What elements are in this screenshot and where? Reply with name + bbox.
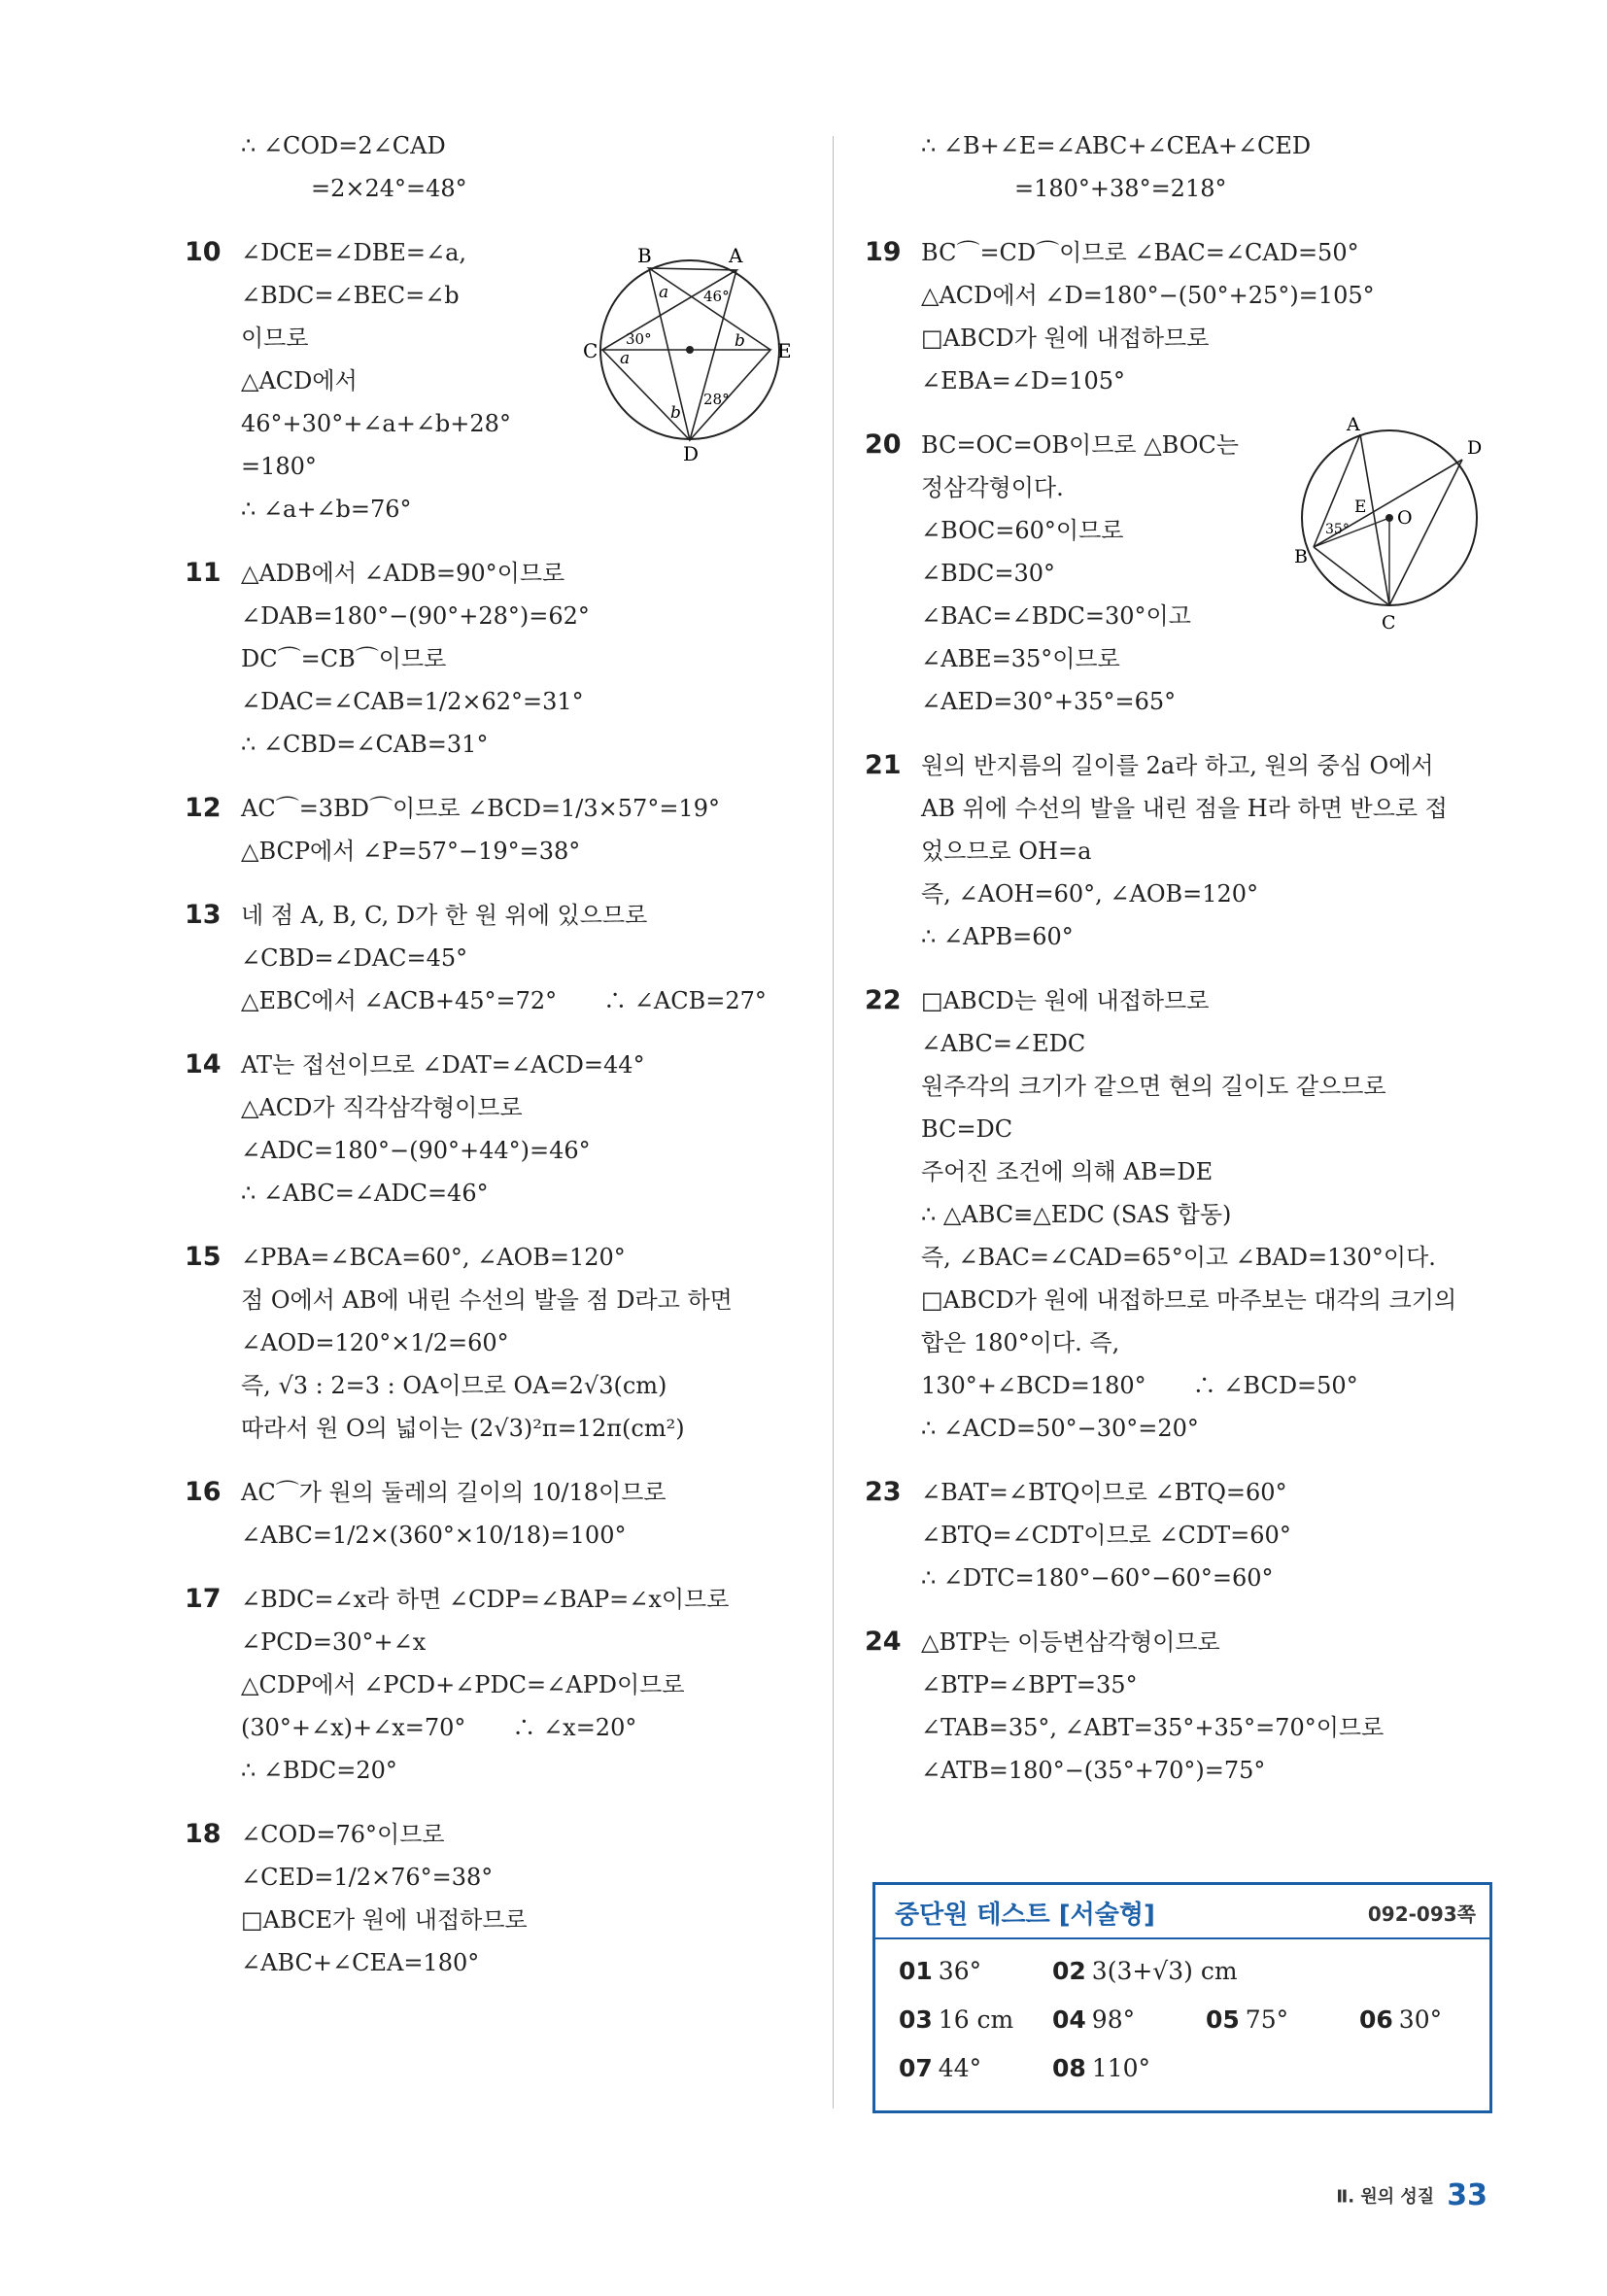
solution-11 bbox=[185, 552, 806, 766]
line: ∠ATB=180°−(35°+70°)=75° bbox=[921, 1757, 1266, 1784]
line: ∠AOD=120°×1/2=60° bbox=[241, 1329, 509, 1356]
line: ∠DAB=180°−(90°+28°)=62° bbox=[241, 602, 590, 630]
line: ∠ABC+∠CEA=180° bbox=[241, 1949, 480, 1976]
line: ∴ △ABC≡△EDC (SAS 합동) bbox=[921, 1201, 1232, 1228]
line: 점 O에서 AB에 내린 수선의 발을 점 D라고 하면 bbox=[241, 1286, 733, 1314]
chord-cd bbox=[602, 350, 690, 440]
line: BC=DC bbox=[921, 1115, 1013, 1143]
label-a: A bbox=[729, 244, 743, 267]
label-c: C bbox=[583, 339, 598, 362]
answer-number: 08 bbox=[1052, 2054, 1086, 2082]
line: =180°+38°=218° bbox=[921, 175, 1227, 202]
center-dot bbox=[686, 346, 694, 354]
problem-number: 23 bbox=[865, 1477, 902, 1507]
line: ∠TAB=35°, ∠ABT=35°+35°=70°이므로 bbox=[921, 1714, 1385, 1741]
problem-number: 12 bbox=[185, 793, 222, 823]
line: ∠CED=1/2×76°=38° bbox=[241, 1864, 494, 1891]
line: 합은 180°이다. 즉, bbox=[921, 1329, 1120, 1356]
line: △EBC에서 ∠ACB+45°=72° ∴ ∠ACB=27° bbox=[241, 987, 767, 1014]
line: 원의 반지름의 길이를 2a라 하고, 원의 중심 O에서 bbox=[921, 752, 1434, 779]
solution-19 bbox=[865, 231, 1506, 402]
line: 네 점 A, B, C, D가 한 원 위에 있으므로 bbox=[241, 902, 648, 929]
answer-number: 06 bbox=[1359, 2005, 1393, 2034]
line: 즉, √3 : 2=3 : OA이므로 OA=2√3(cm) bbox=[241, 1372, 667, 1399]
solution-17 bbox=[185, 1578, 806, 1792]
line: ∠EBA=∠D=105° bbox=[921, 367, 1125, 394]
angle-30: 30° bbox=[626, 330, 652, 348]
answer-value: 110° bbox=[1091, 2054, 1151, 2082]
solution-23 bbox=[865, 1471, 1506, 1599]
center-dot bbox=[1385, 514, 1393, 522]
angle-a-left: a bbox=[620, 349, 631, 368]
line: ∠PCD=30°+∠x bbox=[241, 1628, 427, 1656]
page-footer bbox=[1336, 2178, 1487, 2212]
line: (30°+∠x)+∠x=70° ∴ ∠x=20° bbox=[241, 1714, 637, 1741]
answer-08 bbox=[1052, 2054, 1150, 2082]
problem-number: 20 bbox=[865, 429, 902, 460]
solution-14 bbox=[185, 1044, 806, 1215]
angle-35: 35° bbox=[1325, 522, 1350, 537]
line: ∠AED=30°+35°=65° bbox=[921, 688, 1177, 715]
line: ∴ ∠DTC=180°−60°−60°=60° bbox=[921, 1564, 1274, 1592]
label-d: D bbox=[1467, 437, 1483, 459]
page-number: 33 bbox=[1447, 2178, 1487, 2212]
label-d: D bbox=[683, 442, 700, 465]
line: 즉, ∠BAC=∠CAD=65°이고 ∠BAD=130°이다. bbox=[921, 1244, 1436, 1271]
solution-21 bbox=[865, 744, 1506, 958]
line: □ABCD가 원에 내접하므로 마주보는 대각의 크기의 bbox=[921, 1286, 1457, 1314]
answer-04 bbox=[1052, 2005, 1135, 2034]
problem-number: 13 bbox=[185, 900, 222, 930]
answer-05 bbox=[1206, 2005, 1288, 2034]
solution-15 bbox=[185, 1236, 806, 1450]
line: ∴ ∠APB=60° bbox=[921, 923, 1074, 950]
problem-number: 21 bbox=[865, 750, 902, 780]
label-e: E bbox=[1354, 497, 1367, 517]
answer-number: 01 bbox=[899, 1957, 933, 1985]
line: AB 위에 수선의 발을 내린 점을 H라 하면 반으로 접 bbox=[921, 795, 1448, 822]
column-divider bbox=[833, 136, 834, 2108]
answer-03 bbox=[899, 2005, 1013, 2034]
line: ∴ ∠ACD=50°−30°=20° bbox=[921, 1415, 1199, 1442]
line: ∠ABC=1/2×(360°×10/18)=100° bbox=[241, 1522, 627, 1549]
line: 46°+30°+∠a+∠b+28° bbox=[241, 410, 511, 437]
line: △CDP에서 ∠PCD+∠PDC=∠APD이므로 bbox=[241, 1671, 685, 1698]
problem-number: 22 bbox=[865, 985, 902, 1015]
line: 주어진 조건에 의해 AB=DE bbox=[921, 1158, 1214, 1185]
answer-value: 98° bbox=[1091, 2005, 1136, 2034]
solution-16 bbox=[185, 1471, 806, 1557]
problem-number: 16 bbox=[185, 1477, 222, 1507]
angle-28: 28° bbox=[703, 391, 730, 408]
solution-18 bbox=[185, 1813, 806, 1984]
answer-07 bbox=[899, 2054, 981, 2082]
line: ∠ABE=35°이므로 bbox=[921, 645, 1120, 672]
line: □ABCD가 원에 내접하므로 bbox=[921, 325, 1210, 352]
problem-number: 14 bbox=[185, 1049, 222, 1079]
line: 즉, ∠AOH=60°, ∠AOB=120° bbox=[921, 880, 1259, 908]
answer-value: 75° bbox=[1245, 2005, 1289, 2034]
line: 이므로 bbox=[241, 325, 309, 352]
answer-01 bbox=[899, 1957, 981, 1985]
label-c: C bbox=[1382, 612, 1396, 634]
line: ∠ADC=180°−(90°+44°)=46° bbox=[241, 1137, 591, 1164]
figure-20-circle-diagram bbox=[1292, 413, 1487, 636]
solution-24 bbox=[865, 1621, 1506, 1792]
solution-18-cont bbox=[865, 124, 1506, 210]
line: 130°+∠BCD=180° ∴ ∠BCD=50° bbox=[921, 1372, 1358, 1399]
right-column bbox=[865, 124, 1506, 1813]
problem-number: 18 bbox=[185, 1819, 222, 1849]
line: 었으므로 OH=a bbox=[921, 838, 1092, 865]
line: △ACD에서 ∠D=180°−(50°+25°)=105° bbox=[921, 282, 1375, 309]
angle-b-bottom: b bbox=[670, 403, 681, 423]
problem-number: 17 bbox=[185, 1584, 222, 1614]
line: ∠BAC=∠BDC=30°이고 bbox=[921, 602, 1191, 630]
line: ∠BOC=60°이므로 bbox=[921, 517, 1124, 544]
line: AC⌒=3BD⌒이므로 ∠BCD=1/3×57°=19° bbox=[241, 795, 720, 822]
line: DC⌒=CB⌒이므로 bbox=[241, 645, 447, 672]
label-b: B bbox=[1294, 546, 1308, 567]
answer-02 bbox=[1052, 1957, 1238, 1985]
line: △BTP는 이등변삼각형이므로 bbox=[921, 1628, 1220, 1656]
line: ∴ ∠a+∠b=76° bbox=[241, 496, 412, 523]
answer-number: 07 bbox=[899, 2054, 933, 2082]
line: ∠BDC=∠x라 하면 ∠CDP=∠BAP=∠x이므로 bbox=[241, 1586, 730, 1613]
answer-value: 30° bbox=[1398, 2005, 1443, 2034]
line: AC⌒가 원의 둘레의 길이의 10/18이므로 bbox=[241, 1479, 667, 1506]
solution-12 bbox=[185, 787, 806, 873]
section-title: Ⅱ. 원의 성질 bbox=[1336, 2186, 1435, 2208]
figure-10-circle-diagram bbox=[581, 241, 804, 466]
solution-22 bbox=[865, 979, 1506, 1450]
line: ∠BDC=∠BEC=∠b bbox=[241, 282, 460, 309]
line: BC⌒=CD⌒이므로 ∠BAC=∠CAD=50° bbox=[921, 239, 1359, 266]
angle-b-right: b bbox=[735, 331, 745, 351]
line: △ADB에서 ∠ADB=90°이므로 bbox=[241, 560, 565, 587]
answer-number: 04 bbox=[1052, 2005, 1086, 2034]
label-b: B bbox=[637, 244, 652, 267]
label-e: E bbox=[777, 339, 792, 362]
line: ∠BTP=∠BPT=35° bbox=[921, 1671, 1138, 1698]
line: □ABCE가 원에 내접하므로 bbox=[241, 1906, 528, 1934]
angle-46: 46° bbox=[703, 288, 730, 305]
line: ∠BTQ=∠CDT이므로 ∠CDT=60° bbox=[921, 1522, 1291, 1549]
line: ∠PBA=∠BCA=60°, ∠AOB=120° bbox=[241, 1244, 626, 1271]
line: ∴ ∠B+∠E=∠ABC+∠CEA+∠CED bbox=[921, 132, 1312, 159]
line: ∠BDC=30° bbox=[921, 560, 1055, 587]
line: □ABCD는 원에 내접하므로 bbox=[921, 987, 1210, 1014]
line: =2×24°=48° bbox=[241, 175, 467, 202]
line: AT는 접선이므로 ∠DAT=∠ACD=44° bbox=[241, 1051, 645, 1079]
solution-13 bbox=[185, 894, 806, 1022]
line: ∠DAC=∠CAB=1/2×62°=31° bbox=[241, 688, 584, 715]
answer-value: 44° bbox=[938, 2054, 982, 2082]
answer-06 bbox=[1359, 2005, 1442, 2034]
line: ∴ ∠CBD=∠CAB=31° bbox=[241, 731, 489, 758]
answer-number: 05 bbox=[1206, 2005, 1240, 2034]
line: 따라서 원 O의 넓이는 (2√3)²π=12π(cm²) bbox=[241, 1415, 685, 1442]
line: ∠ABC=∠EDC bbox=[921, 1030, 1086, 1057]
label-a: A bbox=[1347, 414, 1360, 435]
answer-box-pages: 092-093쪽 bbox=[1367, 1902, 1476, 1926]
answer-value: 3(3+√3) cm bbox=[1091, 1957, 1238, 1985]
line: =180° bbox=[241, 453, 317, 480]
line: ∠COD=76°이므로 bbox=[241, 1821, 445, 1848]
answer-box-header bbox=[875, 1885, 1489, 1939]
problem-number: 11 bbox=[185, 558, 222, 588]
problem-number: 15 bbox=[185, 1242, 222, 1272]
line: ∠BAT=∠BTQ이므로 ∠BTQ=60° bbox=[921, 1479, 1287, 1506]
answer-box-title: 중단원 테스트 [서술형] bbox=[895, 1901, 1155, 1930]
problem-number: 19 bbox=[865, 237, 902, 267]
answer-value: 36° bbox=[938, 1957, 982, 1985]
line: ∴ ∠COD=2∠CAD bbox=[241, 132, 446, 159]
line: ∴ ∠BDC=20° bbox=[241, 1757, 397, 1784]
line: 정삼각형이다. bbox=[921, 474, 1064, 501]
line: △BCP에서 ∠P=57°−19°=38° bbox=[241, 838, 581, 865]
label-o: O bbox=[1397, 507, 1413, 529]
line: ∠DCE=∠DBE=∠a, bbox=[241, 239, 467, 266]
answer-box bbox=[872, 1882, 1492, 2113]
problem-number: 24 bbox=[865, 1627, 902, 1657]
line: 원주각의 크기가 같으면 현의 길이도 같으므로 bbox=[921, 1073, 1386, 1100]
answer-number: 02 bbox=[1052, 1957, 1086, 1985]
line: △ACD가 직각삼각형이므로 bbox=[241, 1094, 523, 1121]
line: ∴ ∠ABC=∠ADC=46° bbox=[241, 1180, 489, 1207]
line: △ACD에서 bbox=[241, 367, 358, 394]
answer-value: 16 cm bbox=[938, 2005, 1014, 2034]
solution-09-cont bbox=[185, 124, 806, 210]
line: ∠CBD=∠DAC=45° bbox=[241, 944, 468, 972]
angle-a-top: a bbox=[659, 283, 669, 302]
problem-number: 10 bbox=[185, 237, 222, 267]
answer-number: 03 bbox=[899, 2005, 933, 2034]
line: BC=OC=OB이므로 △BOC는 bbox=[921, 431, 1239, 459]
